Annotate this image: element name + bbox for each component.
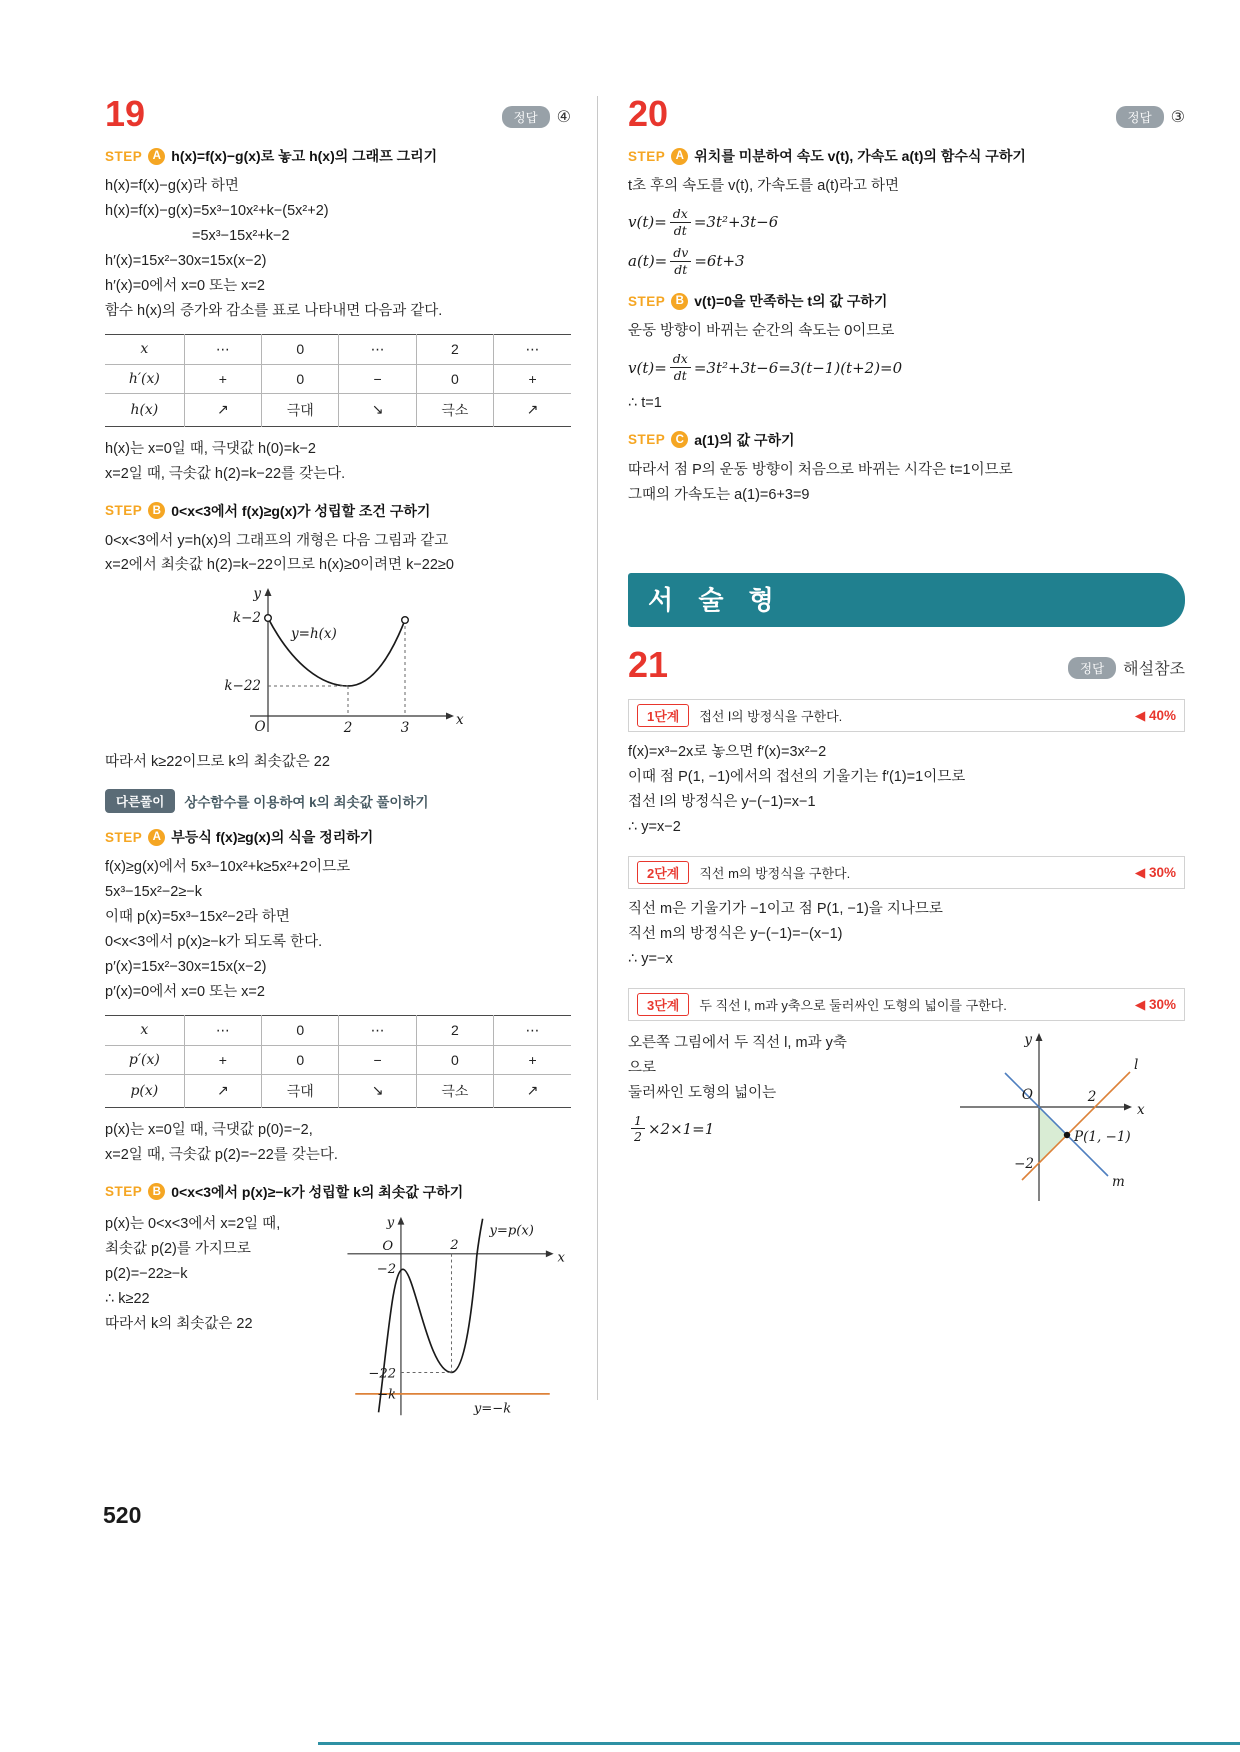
increase-decrease-table — [105, 1015, 571, 1108]
step-header — [105, 501, 571, 521]
text-line: f(x)≥g(x)에서 5x³−10x²+k≥5x²+2이므로 — [105, 859, 351, 876]
table-cell: p(x) — [105, 1074, 184, 1107]
solution-text — [105, 529, 571, 579]
step-title: 위치를 미분하여 속도 v(t), 가속도 a(t)의 함수식 구하기 — [694, 148, 1026, 164]
table-row — [105, 364, 571, 393]
section-banner-essay-type — [628, 573, 1185, 627]
column-left — [105, 93, 597, 1417]
solution-text — [105, 174, 571, 324]
table-cell: 0 — [416, 364, 493, 393]
solution-text — [628, 174, 1185, 199]
solution-text — [105, 1118, 571, 1168]
value-minus-2: −2 — [1014, 1156, 1034, 1172]
text-line: t초 후의 속도를 v(t), 가속도를 a(t)라고 하면 — [628, 178, 900, 194]
solution-text — [628, 1031, 853, 1106]
tick-2: 2 — [343, 720, 353, 737]
equation-acceleration — [628, 245, 1185, 277]
table-cell: 극대 — [262, 1074, 339, 1107]
step-title: v(t)=0을 만족하는 t의 값 구하기 — [694, 293, 888, 310]
axis-label-y: y — [253, 586, 261, 603]
problem-19-header — [105, 93, 571, 134]
step-header — [628, 291, 1185, 311]
step-title: 부등식 f(x)≥g(x)의 식을 정리하기 — [171, 829, 374, 846]
solution-text — [628, 458, 1185, 508]
line-label-y-equals-minus-k: y=−k — [473, 1401, 512, 1417]
equation-suffix: =3t²+3t−6 — [693, 213, 779, 232]
text-line: 운동 방향이 바뀌는 순간의 속도는 0이므로 — [628, 323, 895, 340]
text-line: =5x³−15x²+k−2 — [105, 227, 290, 244]
stage-description: 두 직선 l, m과 y축으로 둘러싸인 도형의 넓이를 구한다. — [699, 998, 1007, 1013]
text-line: 접선 l의 방정식은 y−(−1)=x−1 — [628, 794, 816, 811]
step-title: a(1)의 값 구하기 — [694, 431, 795, 448]
table-cell: 극대 — [262, 393, 339, 426]
equation-velocity — [628, 206, 1185, 238]
equation-prefix: v(t)= — [628, 213, 667, 232]
text-line: h(x)=f(x)−g(x)라 하면 — [105, 178, 239, 194]
step-letter-badge: C — [671, 431, 688, 448]
text-line: 최솟값 p(2)를 가지므로 — [105, 1240, 251, 1257]
step-header — [105, 1182, 571, 1202]
tick-2: 2 — [1087, 1089, 1097, 1105]
point-label-P: P(1, −1) — [1074, 1129, 1131, 1145]
curve-label: y=p(x) — [489, 1223, 534, 1239]
table-cell: ↘ — [339, 1074, 416, 1107]
tick-2: 2 — [450, 1237, 459, 1253]
table-cell: ↘ — [339, 393, 416, 426]
text-line: p(x)는 0<x<3에서 x=2일 때, — [105, 1215, 281, 1232]
graph-h-of-x — [105, 584, 571, 744]
value-minus-2: −2 — [376, 1262, 396, 1278]
fraction-numerator: 1 — [631, 1113, 645, 1130]
table-cell: 극소 — [416, 393, 493, 426]
solution-text — [105, 750, 571, 775]
table-cell: 0 — [416, 1045, 493, 1074]
value-minus-k: −k — [376, 1387, 396, 1403]
text-line: x=2에서 최솟값 h(2)=k−22이므로 h(x)≥0이려면 k−22≥0 — [105, 557, 454, 574]
axis-label-x: x — [1137, 1102, 1145, 1118]
problem-number: 19 — [105, 93, 146, 134]
table-cell: ⋯ — [494, 334, 571, 364]
text-line: p(x)는 x=0일 때, 극댓값 p(0)=−2, — [105, 1121, 313, 1138]
problem-21-header — [628, 644, 1185, 686]
equation-velocity-zero — [628, 351, 1185, 383]
fraction-denominator: dt — [674, 261, 688, 277]
table-cell: ⋯ — [494, 1015, 571, 1045]
text-line: ∴ t=1 — [628, 394, 662, 411]
text-line: 그때의 가속도는 a(1)=6+3=9 — [628, 486, 810, 503]
text-line: ∴ y=−x — [628, 951, 673, 968]
text-line: 0<x<3에서 y=h(x)의 그래프의 개형은 다음 그림과 같고 — [105, 532, 449, 549]
solution-text — [105, 1212, 324, 1337]
step-letter-badge: B — [148, 502, 165, 519]
tangent-line-l — [1022, 1072, 1130, 1180]
answer-value: ④ — [556, 109, 571, 126]
text-line: x=2일 때, 극솟값 p(2)=−22를 갖는다. — [105, 1146, 338, 1163]
text-line: p(2)=−22≥−k — [105, 1265, 188, 1282]
equation-prefix: a(t)= — [628, 252, 668, 271]
step-letter-badge: A — [671, 148, 688, 165]
table-cell: x — [105, 1015, 184, 1045]
text-line: h′(x)=0에서 x=0 또는 x=2 — [105, 277, 265, 294]
table-cell: p′(x) — [105, 1045, 184, 1074]
column-right — [598, 93, 1185, 1400]
bottom-accent-bar — [318, 1742, 1240, 1745]
table-cell: h(x) — [105, 393, 184, 426]
solution-text — [628, 319, 1185, 344]
table-cell: + — [494, 364, 571, 393]
step-label: STEP — [105, 1184, 143, 1200]
table-cell: ↗ — [494, 393, 571, 426]
origin-label: O — [382, 1238, 394, 1254]
problem-number: 20 — [628, 93, 669, 134]
solution-text — [628, 740, 1185, 840]
value-minus-22: −22 — [368, 1366, 396, 1382]
step-letter-badge: B — [148, 1183, 165, 1200]
step-header — [628, 146, 1185, 166]
text-line: f(x)=x³−2x로 놓으면 f′(x)=3x²−2 — [628, 744, 827, 761]
step-title: 0<x<3에서 f(x)≥g(x)가 성립할 조건 구하기 — [171, 502, 431, 519]
table-cell: ↗ — [184, 393, 261, 426]
text-line: p′(x)=0에서 x=0 또는 x=2 — [105, 984, 265, 1000]
section-title: 서 술 형 — [648, 585, 783, 616]
fraction — [631, 1113, 645, 1145]
answer-badge: 정답 — [1116, 106, 1164, 128]
fraction — [670, 351, 691, 383]
line-label-l: l — [1134, 1057, 1139, 1073]
table-cell: ↗ — [184, 1074, 261, 1107]
stage-description: 직선 m의 방정식을 구한다. — [699, 866, 851, 882]
text-line: 0<x<3에서 p(x)≥−k가 되도록 한다. — [105, 934, 323, 951]
table-row — [105, 1015, 571, 1045]
answer-badge: 정답 — [1068, 657, 1116, 679]
text-line: 이때 점 P(1, −1)에서의 접선의 기울기는 f′(1)=1이므로 — [628, 769, 966, 786]
increase-decrease-table — [105, 334, 571, 427]
step-header — [628, 430, 1185, 450]
table-cell: 0 — [262, 364, 339, 393]
step-header — [105, 146, 571, 166]
solution-text — [105, 855, 571, 1005]
step-label: STEP — [628, 432, 666, 448]
table-cell: ⋯ — [184, 334, 261, 364]
answer-group — [502, 106, 572, 132]
stage-description: 접선 l의 방정식을 구한다. — [699, 709, 843, 725]
solution-text — [628, 897, 1185, 972]
text-line: 함수 h(x)의 증가와 감소를 표로 나타내면 다음과 같다. — [105, 302, 443, 319]
step-label: STEP — [628, 148, 666, 164]
stage-score-percent: ◀ 30% — [1134, 996, 1176, 1012]
stage-label: 3단계 — [637, 993, 689, 1016]
text-line: 오른쪽 그림에서 두 직선 l, m과 y축으로 — [628, 1035, 847, 1076]
answer-group — [1116, 106, 1186, 132]
page-number: 520 — [103, 1502, 142, 1528]
stage-score-percent: ◀ 30% — [1134, 864, 1176, 880]
shaded-region — [1039, 1107, 1067, 1163]
text-line: ∴ y=x−2 — [628, 819, 681, 836]
value-k-minus-22: k−22 — [224, 678, 261, 695]
value-k-minus-2: k−2 — [232, 610, 261, 627]
text-and-graph-block — [628, 1029, 1185, 1214]
table-cell: x — [105, 334, 184, 364]
table-cell: + — [184, 364, 261, 393]
equation-prefix: v(t)= — [628, 358, 667, 377]
step-letter-badge: A — [148, 829, 165, 846]
step-label: STEP — [105, 503, 143, 518]
table-row — [105, 1074, 571, 1107]
table-cell: ↗ — [494, 1074, 571, 1107]
tick-3: 3 — [400, 720, 410, 737]
function-graph — [198, 584, 478, 744]
alternative-solution-header — [105, 789, 571, 813]
table-cell: 2 — [416, 1015, 493, 1045]
text-line: 직선 m은 기울기가 −1이고 점 P(1, −1)을 지나므로 — [628, 901, 943, 918]
table-cell: h′(x) — [105, 364, 184, 393]
axis-label-y: y — [386, 1215, 394, 1231]
text-line: x=2일 때, 극솟값 h(2)=k−22를 갖는다. — [105, 465, 346, 482]
graph-p-of-x — [328, 1210, 571, 1425]
axis-label-y: y — [1024, 1032, 1032, 1048]
table-cell: 0 — [262, 334, 339, 364]
table-cell: ⋯ — [339, 1015, 416, 1045]
solution-text — [105, 437, 571, 487]
step-title: h(x)=f(x)−g(x)로 놓고 h(x)의 그래프 그리기 — [171, 148, 438, 164]
text-line: 직선 m의 방정식은 y−(−1)=−(x−1) — [628, 926, 843, 943]
table-cell: 0 — [262, 1015, 339, 1045]
equation-suffix: =6t+3 — [694, 252, 745, 271]
alt-solution-badge: 다른풀이 — [105, 789, 175, 813]
stage-3-header — [628, 988, 1185, 1021]
step-label: STEP — [628, 293, 666, 309]
answer-badge: 정답 — [502, 106, 550, 128]
equation-suffix: =3t²+3t−6=3(t−1)(t+2)=0 — [693, 358, 903, 377]
origin-label: O — [254, 719, 266, 736]
table-cell: + — [494, 1045, 571, 1074]
step-label: STEP — [105, 148, 143, 164]
stage-label: 1단계 — [637, 704, 689, 727]
stage-label: 2단계 — [637, 861, 689, 884]
fraction-denominator: dt — [673, 222, 687, 238]
answer-group — [1068, 656, 1185, 683]
text-line: 따라서 k의 최솟값은 22 — [105, 1315, 253, 1332]
table-cell: 극소 — [416, 1074, 493, 1107]
axis-label-x: x — [456, 712, 464, 729]
origin-label: O — [1021, 1087, 1033, 1103]
text-line: h(x)는 x=0일 때, 극댓값 h(0)=k−2 — [105, 440, 316, 457]
table-cell: 0 — [262, 1045, 339, 1074]
graph-tangent-lines — [932, 1029, 1152, 1214]
answer-value: ③ — [1170, 109, 1185, 126]
fraction-numerator: dx — [670, 351, 691, 368]
fraction-denominator: dt — [673, 368, 687, 383]
curve-label: y=h(x) — [291, 626, 337, 643]
stage-2-header — [628, 856, 1185, 889]
fraction-numerator: dx — [670, 206, 691, 223]
table-cell: ⋯ — [184, 1015, 261, 1045]
stage-score-percent: ◀ 40% — [1134, 707, 1176, 723]
text-line: 따라서 점 P의 운동 방향이 처음으로 바뀌는 시각은 t=1이므로 — [628, 461, 1013, 478]
stage-1-header — [628, 699, 1185, 732]
step-title: 0<x<3에서 p(x)≥−k가 성립할 k의 최솟값 구하기 — [171, 1183, 464, 1200]
alt-solution-title: 상수함수를 이용하여 k의 최솟값 풀이하기 — [184, 795, 429, 811]
table-cell: − — [339, 364, 416, 393]
text-line: h′(x)=15x²−30x=15x(x−2) — [105, 252, 267, 269]
fraction-numerator: dv — [670, 245, 691, 262]
table-row — [105, 393, 571, 426]
solution-text — [628, 391, 1185, 416]
problem-20-header — [628, 93, 1185, 134]
text-line: p′(x)=15x²−30x=15x(x−2) — [105, 959, 267, 976]
text-line: ∴ k≥22 — [105, 1290, 150, 1307]
step-header — [105, 827, 571, 847]
problem-number: 21 — [628, 644, 669, 686]
table-cell: ⋯ — [339, 334, 416, 364]
step-letter-badge: B — [671, 293, 688, 310]
step-label: STEP — [105, 829, 143, 845]
point-P — [1064, 1132, 1070, 1138]
table-row — [105, 334, 571, 364]
fraction — [670, 206, 691, 238]
fraction-denominator: 2 — [634, 1129, 642, 1145]
equation-area — [628, 1113, 928, 1145]
text-line: 따라서 k≥22이므로 k의 최솟값은 22 — [105, 754, 330, 771]
step-letter-badge: A — [148, 148, 165, 165]
text-line: 5x³−15x²−2≥−k — [105, 884, 203, 901]
table-cell: 2 — [416, 334, 493, 364]
line-label-m: m — [1112, 1174, 1125, 1190]
text-line: h(x)=f(x)−g(x)=5x³−10x²+k−(5x²+2) — [105, 202, 329, 219]
equation-suffix: ×2×1=1 — [647, 1119, 715, 1138]
text-line: 둘러싸인 도형의 넓이는 — [628, 1084, 777, 1101]
table-cell: + — [184, 1045, 261, 1074]
axis-label-x: x — [557, 1250, 565, 1266]
answer-value: 해설참조 — [1123, 661, 1185, 679]
text-line: 이때 p(x)=5x³−15x²−2라 하면 — [105, 909, 290, 926]
text-and-graph-block — [105, 1210, 571, 1425]
table-cell: − — [339, 1045, 416, 1074]
table-row — [105, 1045, 571, 1074]
fraction — [670, 245, 691, 277]
